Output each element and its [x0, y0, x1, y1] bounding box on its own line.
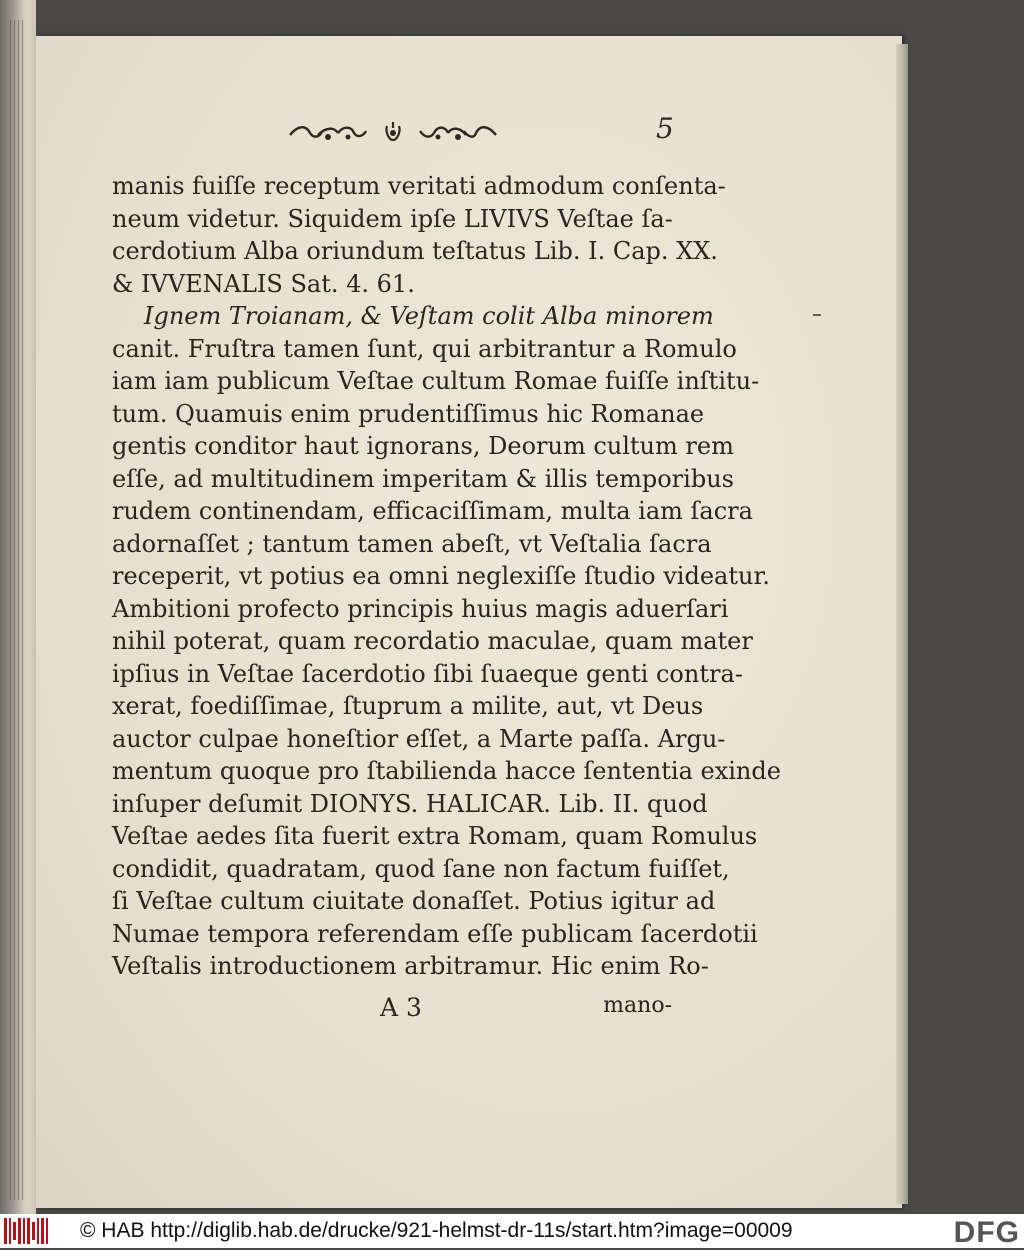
page-number: 5 [656, 112, 674, 145]
ink-speck-icon [812, 312, 822, 318]
text-line: canit. Fruſtra tamen ſunt, qui arbitrantur a Romulo [112, 334, 737, 363]
hab-logo-icon [4, 1216, 52, 1246]
text-line: iam iam publicum Veſtae cultum Romae fuiſſe inſtitu- [112, 367, 760, 395]
text-line: & IVVENALIS Sat. 4. 61. [112, 269, 415, 298]
text-line: ſi Veſtae cultum ciuitate donaſſet. Potius igitur ad [112, 887, 716, 915]
right-flourish-icon [418, 121, 498, 143]
text-line: auctor culpae honeſtior eſſet, a Marte paſſa. Argu- [112, 724, 726, 753]
text-line: adornaſſet ; tantum tamen abeſt, vt Veſtalia ſacra [112, 529, 712, 558]
text-line: condidit, quadratam, quod ſane non factum fuiſſet, [112, 854, 730, 883]
text-line: manis fuiſſe receptum veritati admodum conſenta- [112, 172, 726, 200]
signature-mark: A 3 [380, 993, 422, 1022]
quotation-line: Ignem Troianam, & Veſtam colit Alba minorem [144, 302, 714, 330]
body-text [112, 170, 781, 983]
text-line: Ambitioni profecto principis huius magis aduerſari [112, 594, 729, 623]
text-line: cerdotium Alba oriundum teſtatus Lib. I. Cap. XX. [112, 237, 718, 265]
text-line: ipſius in Veſtae ſacerdotio ſibi ſuaeque genti contra- [112, 659, 743, 688]
center-rosette-icon [381, 120, 405, 144]
page-footer [112, 993, 672, 1027]
text-line: eſſe, ad multitudinem imperitam & illis temporibus [112, 464, 734, 493]
text-line: nihil poterat, quam recordatio maculae, quam mater [112, 627, 753, 655]
stacked-pages-edge [10, 20, 24, 1200]
text-line: Veſtalis introductionem arbitramur. Hic enim Ro- [112, 952, 709, 980]
dfg-logo: DFG [953, 1216, 1020, 1249]
text-line: receperit, vt potius ea omni neglexiſſe ſtudio videatur. [112, 562, 770, 590]
catchword: mano- [603, 993, 672, 1018]
text-line: inſuper deſumit DIONYS. HALICAR. Lib. II. quod [112, 789, 708, 818]
text-line: tum. Quamuis enim prudentiſſimus hic Romanae [112, 399, 705, 428]
left-flourish-icon [288, 121, 368, 143]
page-right-edge [896, 44, 908, 1204]
source-url-link[interactable]: © HAB http://diglib.hab.de/drucke/921-helmst-dr-11s/start.htm?image=00009 [80, 1219, 793, 1242]
text-line: neum videtur. Siquidem ipſe LIVIVS Veſtae ſa- [112, 204, 673, 233]
text-line: gentis conditor haut ignorans, Deorum cultum rem [112, 432, 734, 460]
text-line: mentum quoque pro ſtabilienda hacce ſententia exinde [112, 757, 781, 785]
header-ornament [288, 118, 498, 146]
text-line: Numae tempora referendam eſſe publicam ſacerdotii [112, 919, 758, 948]
text-line: xerat, foediſſimae, ſtuprum a milite, aut, vt Deus [112, 692, 704, 720]
viewer-footer-bar [0, 1214, 1024, 1248]
text-line: rudem continendam, efficaciſſimam, multa iam ſacra [112, 497, 753, 525]
text-line: Veſtae aedes ſita fuerit extra Romam, quam Romulus [112, 822, 758, 850]
